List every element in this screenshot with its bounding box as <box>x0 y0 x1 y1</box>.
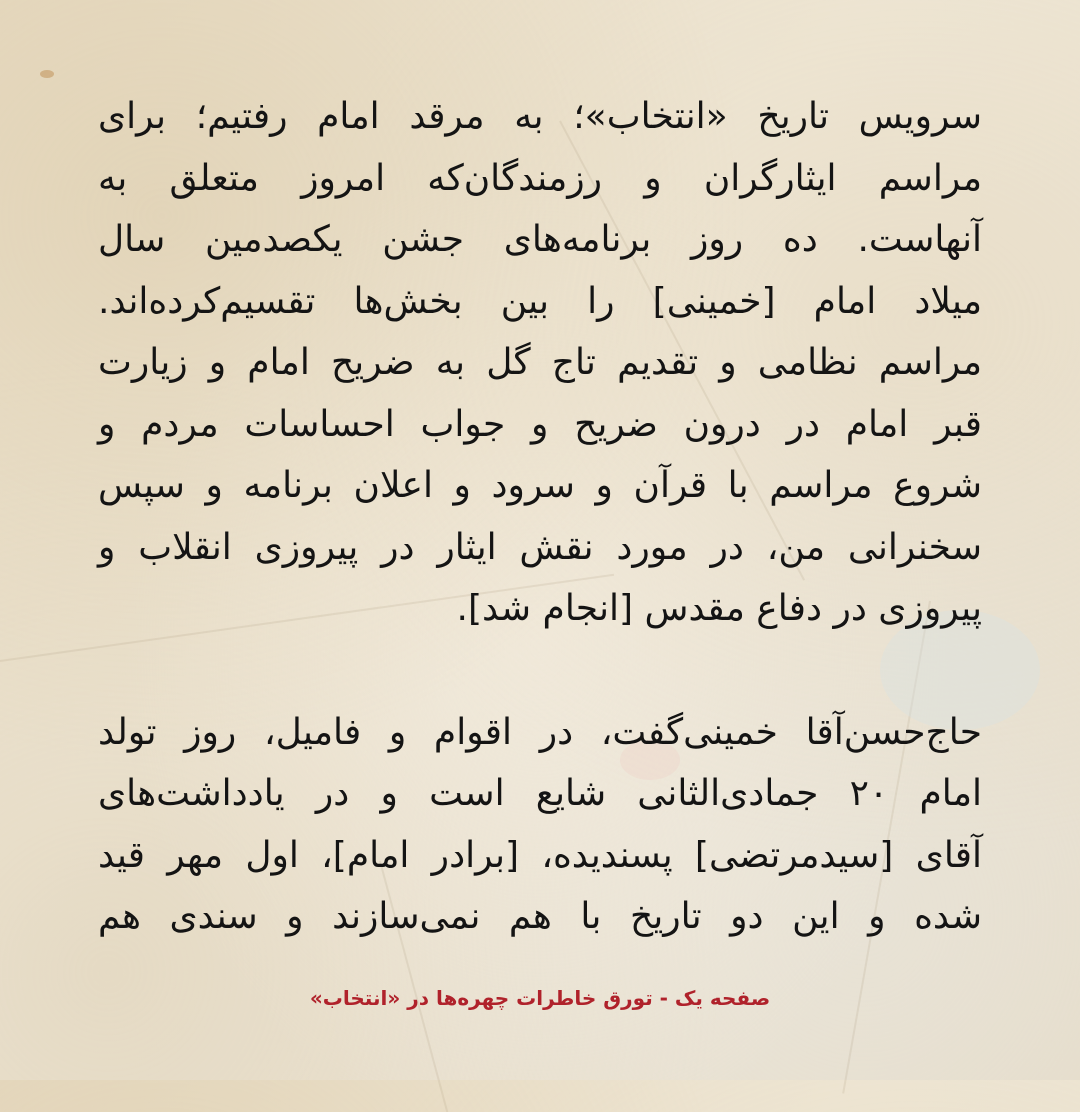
text-line: میلاد امام [خمینی] را بین بخش‌ها تقسیم‌کرده‌اند. <box>98 280 982 322</box>
text-line: امام ۲۰ جمادی‌الثانی شایع است و در یادداشت‌های <box>98 773 982 814</box>
text-line: پیروزی در دفاع مقدس [انجام شد]. <box>456 588 982 629</box>
text-line: سرویس تاریخ «انتخاب»؛ به مرقد امام رفتیم؛ برای <box>98 96 982 137</box>
page-footer-caption: صفحه یک - تورق خاطرات چهره‌ها در «انتخاب» <box>309 986 771 1010</box>
text-line: حاج‌حسن‌آقا خمینی‌گفت، در اقوام و فامیل، روز تولد <box>98 711 982 753</box>
text-line: سخنرانی من، در مورد نقش ایثار در پیروزی انقلاب و <box>98 526 982 568</box>
text-line: شده و این دو تاریخ با هم نمی‌سازند و سندی هم <box>98 896 982 937</box>
text-line: آقای [سیدمرتضی] پسندیده، [برادر امام]، اول مهر قید <box>98 834 982 876</box>
text-line: قبر امام در درون ضریح و جواب احساسات مردم و <box>98 403 982 445</box>
paragraph-2 <box>98 702 982 948</box>
paragraph-1 <box>98 86 982 640</box>
paper-stain <box>40 70 54 78</box>
text-line: مراسم نظامی و تقدیم تاج گل به ضریح امام و زیارت <box>98 342 982 383</box>
paragraph-spacer <box>98 640 982 702</box>
text-line: مراسم ایثارگران و رزمندگان‌که امروز متعلق به <box>98 157 982 199</box>
text-line: آنهاست. ده روز برنامه‌های جشن یکصدمین سال <box>98 219 982 260</box>
text-line: شروع مراسم با قرآن و سرود و اعلان برنامه و سپس <box>98 465 982 506</box>
document-body <box>98 86 982 948</box>
